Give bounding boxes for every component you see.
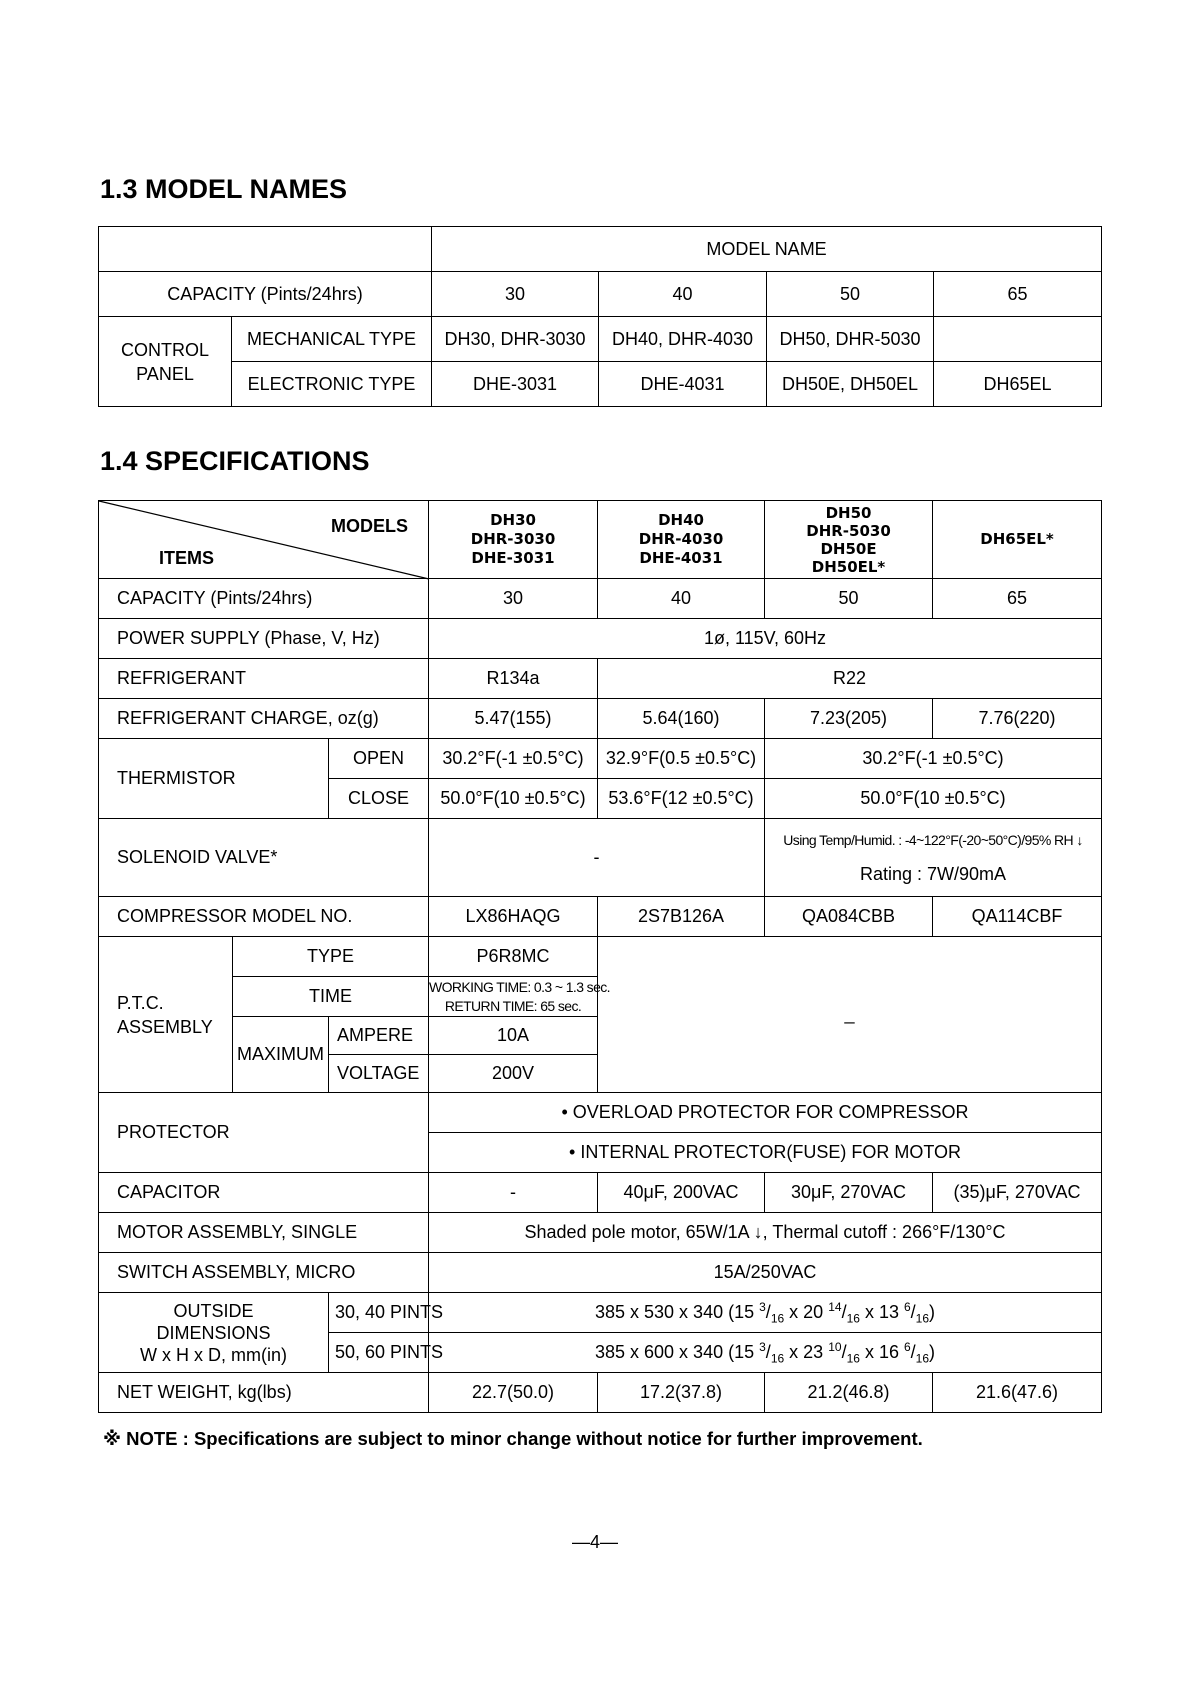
specifications-heading: 1.4 SPECIFICATIONS	[100, 446, 370, 476]
net-weight-value: 17.2(37.8)	[598, 1373, 765, 1413]
ptc-ampere-value: 10A	[429, 1017, 598, 1055]
diagonal-divider	[99, 501, 429, 579]
thermistor-open-label: OPEN	[329, 739, 429, 779]
electronic-model: DH65EL	[934, 362, 1102, 407]
ptc-other-models-dash: _	[598, 937, 1102, 1093]
model-header-col2: DH40 DHR-4030 DHE-4031	[598, 501, 765, 579]
solenoid-valve-spec	[765, 819, 1102, 897]
refrigerant-charge-value: 7.23(205)	[765, 699, 933, 739]
capacitor-value: (35)μF, 270VAC	[933, 1173, 1102, 1213]
thermistor-close-value: 53.6°F(12 ±0.5°C)	[598, 779, 765, 819]
capacity-value: 30	[429, 579, 598, 619]
thermistor-open-value: 30.2°F(-1 ±0.5°C)	[429, 739, 598, 779]
capacity-label: CAPACITY (Pints/24hrs)	[99, 579, 429, 619]
dimensions-50-60-label: 50, 60 PINTS	[329, 1333, 429, 1373]
protector-internal: • INTERNAL PROTECTOR(FUSE) FOR MOTOR	[429, 1133, 1102, 1173]
page-number: —4—	[571, 1532, 618, 1552]
capacity-value: 50	[765, 579, 933, 619]
capacitor-label: CAPACITOR	[99, 1173, 429, 1213]
compressor-model-value: LX86HAQG	[429, 897, 598, 937]
refrigerant-charge-value: 5.47(155)	[429, 699, 598, 739]
refrigerant-value: R22	[598, 659, 1102, 699]
ptc-assembly-label: P.T.C. ASSEMBLY	[99, 937, 233, 1093]
mechanical-type-label: MECHANICAL TYPE	[232, 317, 432, 362]
model-names-table	[98, 226, 1102, 407]
thermistor-open-value: 32.9°F(0.5 ±0.5°C)	[598, 739, 765, 779]
capacity-value: 40	[598, 579, 765, 619]
capacity-value: 40	[599, 272, 767, 317]
ptc-ampere-label: AMPERE	[329, 1017, 429, 1055]
capacitor-value: 30μF, 270VAC	[765, 1173, 933, 1213]
switch-assembly-value: 15A/250VAC	[429, 1253, 1102, 1293]
solenoid-rating: Rating : 7W/90mA	[859, 863, 1007, 884]
empty-header-cell	[99, 227, 432, 272]
switch-assembly-label: SWITCH ASSEMBLY, MICRO	[99, 1253, 429, 1293]
net-weight-value: 21.6(47.6)	[933, 1373, 1102, 1413]
thermistor-label: THERMISTOR	[99, 739, 329, 819]
net-weight-value: 22.7(50.0)	[429, 1373, 598, 1413]
mechanical-model: DH50, DHR-5030	[767, 317, 934, 362]
electronic-model: DHE-3031	[432, 362, 599, 407]
model-header-col4: DH65EL*	[933, 501, 1102, 579]
capacitor-value: -	[429, 1173, 598, 1213]
refrigerant-charge-value: 7.76(220)	[933, 699, 1102, 739]
items-label: ITEMS	[159, 548, 215, 568]
refrigerant-value: R134a	[429, 659, 598, 699]
thermistor-close-label: CLOSE	[329, 779, 429, 819]
dimensions-30-40-label: 30, 40 PINTS	[329, 1293, 429, 1333]
ptc-maximum-label: MAXIMUM	[233, 1017, 329, 1093]
compressor-model-value: QA114CBF	[933, 897, 1102, 937]
mechanical-model: DH30, DHR-3030	[432, 317, 599, 362]
compressor-model-label: COMPRESSOR MODEL NO.	[99, 897, 429, 937]
ptc-type-value: P6R8MC	[429, 937, 598, 977]
refrigerant-charge-label: REFRIGERANT CHARGE, oz(g)	[99, 699, 429, 739]
protector-overload: • OVERLOAD PROTECTOR FOR COMPRESSOR	[429, 1093, 1102, 1133]
capacitor-value: 40μF, 200VAC	[598, 1173, 765, 1213]
electronic-type-label: ELECTRONIC TYPE	[232, 362, 432, 407]
control-panel-label: CONTROL PANEL	[99, 317, 232, 407]
model-names-heading: 1.3 MODEL NAMES	[100, 174, 348, 204]
solenoid-valve-dash: -	[429, 819, 765, 897]
electronic-model: DHE-4031	[599, 362, 767, 407]
power-supply-label: POWER SUPPLY (Phase, V, Hz)	[99, 619, 429, 659]
compressor-model-value: QA084CBB	[765, 897, 933, 937]
compressor-model-value: 2S7B126A	[598, 897, 765, 937]
capacity-value: 50	[767, 272, 934, 317]
refrigerant-label: REFRIGERANT	[99, 659, 429, 699]
mechanical-model	[934, 317, 1102, 362]
net-weight-label: NET WEIGHT, kg(lbs)	[99, 1373, 429, 1413]
ptc-voltage-value: 200V	[429, 1055, 598, 1093]
capacity-value: 65	[933, 579, 1102, 619]
ptc-time-value	[429, 977, 610, 1017]
motor-assembly-value: Shaded pole motor, 65W/1A ↓, Thermal cutoff : 266°F/130°C	[429, 1213, 1102, 1253]
thermistor-open-value: 30.2°F(-1 ±0.5°C)	[765, 739, 1102, 779]
ptc-voltage-label: VOLTAGE	[329, 1055, 429, 1093]
mechanical-model: DH40, DHR-4030	[599, 317, 767, 362]
solenoid-using-conditions: Using Temp/Humid. : -4~122°F(-20~50°C)/95% RH ↓	[783, 831, 1083, 848]
dimensions-30-40-value: 385 x 530 x 340 (15 $^3/_{16}$ x 20 $^{14}/_{16}$ x 13 $^6/_{16}$)	[429, 1293, 1102, 1333]
thermistor-close-value: 50.0°F(10 ±0.5°C)	[765, 779, 1102, 819]
capacity-value: 30	[432, 272, 599, 317]
ptc-type-label: TYPE	[233, 937, 429, 977]
ptc-time-label: TIME	[233, 977, 429, 1017]
refrigerant-charge-value: 5.64(160)	[598, 699, 765, 739]
models-items-header	[99, 501, 429, 579]
model-header-col3: DH50 DHR-5030 DH50E DH50EL*	[765, 501, 933, 579]
model-name-header: MODEL NAME	[432, 227, 1102, 272]
electronic-model: DH50E, DH50EL	[767, 362, 934, 407]
capacity-label: CAPACITY (Pints/24hrs)	[99, 272, 432, 317]
specifications-table	[98, 500, 1102, 1413]
protector-label: PROTECTOR	[99, 1093, 429, 1173]
specifications-note: ※ NOTE : Specifications are subject to minor change without notice for further improvement.	[103, 1428, 923, 1449]
dimensions-50-60-value: 385 x 600 x 340 (15 $^3/_{16}$ x 23 $^{10}/_{16}$ x 16 $^6/_{16}$)	[429, 1333, 1102, 1373]
capacity-value: 65	[934, 272, 1102, 317]
ptc-working-time: WORKING TIME: 0.3 ~ 1.3 sec.	[429, 978, 610, 995]
models-label: MODELS	[331, 516, 409, 536]
thermistor-close-value: 50.0°F(10 ±0.5°C)	[429, 779, 598, 819]
motor-assembly-label: MOTOR ASSEMBLY, SINGLE	[99, 1213, 429, 1253]
model-header-col1: DH30 DHR-3030 DHE-3031	[429, 501, 598, 579]
solenoid-valve-label: SOLENOID VALVE*	[99, 819, 429, 897]
net-weight-value: 21.2(46.8)	[765, 1373, 933, 1413]
outside-dimensions-label: OUTSIDE DIMENSIONS W x H x D, mm(in)	[99, 1293, 329, 1373]
ptc-return-time: RETURN TIME: 65 sec.	[444, 997, 582, 1014]
power-supply-value: 1ø, 115V, 60Hz	[429, 619, 1102, 659]
